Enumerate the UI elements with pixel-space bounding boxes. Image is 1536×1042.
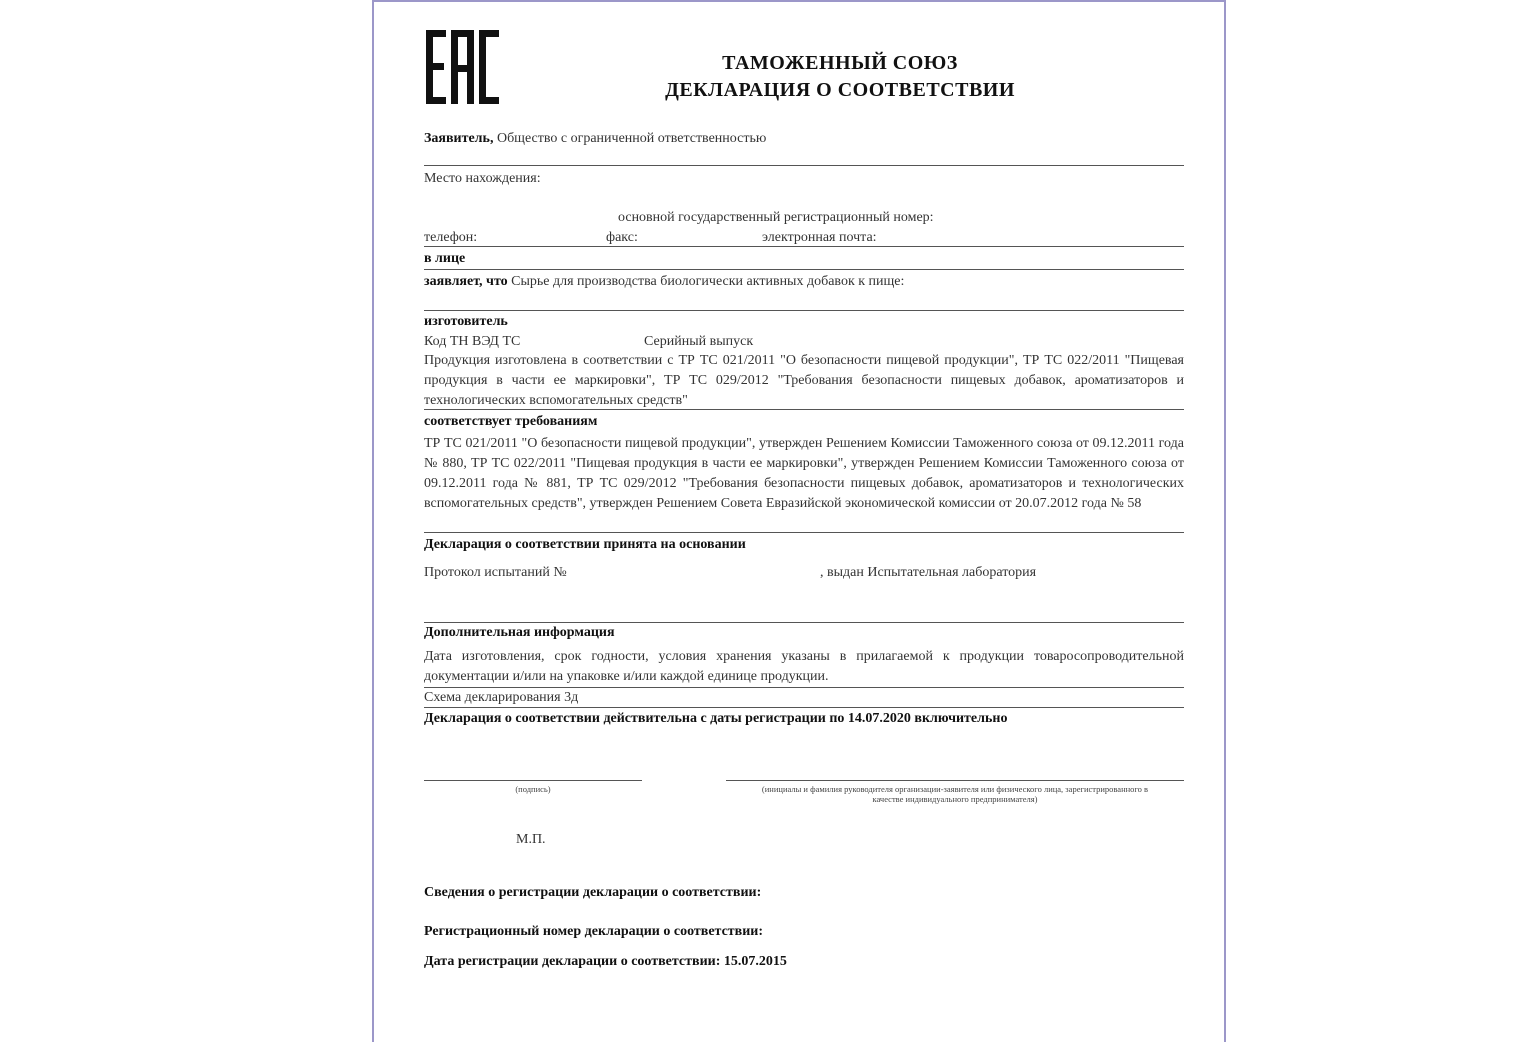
applicant-label: Заявитель,: [424, 131, 494, 146]
issued-by-label: , выдан Испытательная лаборатория: [820, 565, 1037, 580]
ogrn-label: основной государственный регистрационный номер:: [618, 210, 934, 225]
divider: [424, 409, 1184, 410]
registration-number-label: Регистрационный номер декларации о соответствии:: [424, 924, 764, 939]
fax-label: факс:: [606, 230, 638, 245]
name-caption: (инициалы и фамилия руководителя организации-заявителя или физического лица, зарегистрированного в качестве индивидуального предпринимателя): [761, 784, 1149, 804]
represented-by-label: в лице: [424, 251, 466, 266]
signature-line: [424, 780, 642, 781]
divider: [424, 532, 1184, 533]
complies-label: соответствует требованиям: [424, 414, 598, 429]
divider: [424, 707, 1184, 708]
complies-text: ТР ТС 021/2011 "О безопасности пищевой продукции", утвержден Решением Комиссии Таможенного союза от 09.12.2011 года № 880, ТР ТС 022/2011 "Пищевая продукция в части ее маркировки", утвержден Решением Комиссии Таможенного союза от 09.12.2011 года № 881, ТР ТС 029/2012 "Требования безопасности пищевых добавок, ароматизаторов и технологических вспомогательных средств", утвержден Решением Совета Евразийской экономической комиссии от 20.07.2012 года № 58: [424, 436, 1184, 511]
divider: [424, 310, 1184, 311]
registration-info-label: Сведения о регистрации декларации о соответствии:: [424, 885, 762, 900]
email-label: электронная почта:: [762, 230, 877, 245]
divider: [424, 165, 1184, 166]
additional-info-label: Дополнительная информация: [424, 625, 615, 640]
product-code-label: Код ТН ВЭД ТС: [424, 334, 521, 349]
product-standards-text: Продукция изготовлена в соответствии с ТР ТС 021/2011 "О безопасности пищевой продукции", ТР ТС 022/2011 "Пищевая продукция в части ее маркировки", ТР ТС 029/2012 "Требования безопасности пищевых добавок, ароматизаторов и технологических вспомогательных средств": [424, 353, 1184, 408]
divider: [424, 246, 1184, 247]
eac-logo: [426, 30, 500, 104]
signature-caption: (подпись): [515, 784, 551, 794]
declares-label: заявляет, что: [424, 274, 508, 289]
serial-label: Серийный выпуск: [644, 334, 754, 349]
applicant-line: [424, 129, 766, 148]
additional-info-text: Дата изготовления, срок годности, условия хранения указаны в прилагаемой к продукции товаросопроводительной документации и/или на упаковке и/или каждой единице продукции.: [424, 649, 1184, 684]
title-customs-union: ТАМОЖЕННЫЙ СОЮЗ: [722, 52, 958, 74]
protocol-label: Протокол испытаний №: [424, 565, 567, 580]
declaration-scheme: Схема декларирования 3д: [424, 690, 579, 705]
declares-line: [424, 272, 904, 291]
eac-logo-icon: [426, 30, 500, 104]
validity-statement: Декларация о соответствии действительна с даты регистрации по 14.07.2020 включительно: [424, 711, 1008, 726]
stamp-place: М.П.: [516, 832, 546, 847]
phone-label: телефон:: [424, 230, 478, 245]
manufacturer-label: изготовитель: [424, 314, 508, 329]
registration-date: Дата регистрации декларации о соответствии: 15.07.2015: [424, 954, 787, 969]
applicant-value: Общество с ограниченной ответственностью: [496, 131, 767, 146]
declares-value: Сырье для производства биологически активных добавок к пище:: [511, 274, 905, 289]
document-title: [610, 50, 1070, 104]
name-line: [726, 780, 1184, 781]
divider: [424, 269, 1184, 270]
basis-label: Декларация о соответствии принята на основании: [424, 537, 746, 552]
location-label: Место нахождения:: [424, 171, 541, 186]
declaration-document: [372, 0, 1226, 1042]
title-declaration: ДЕКЛАРАЦИЯ О СООТВЕТСТВИИ: [665, 79, 1015, 101]
